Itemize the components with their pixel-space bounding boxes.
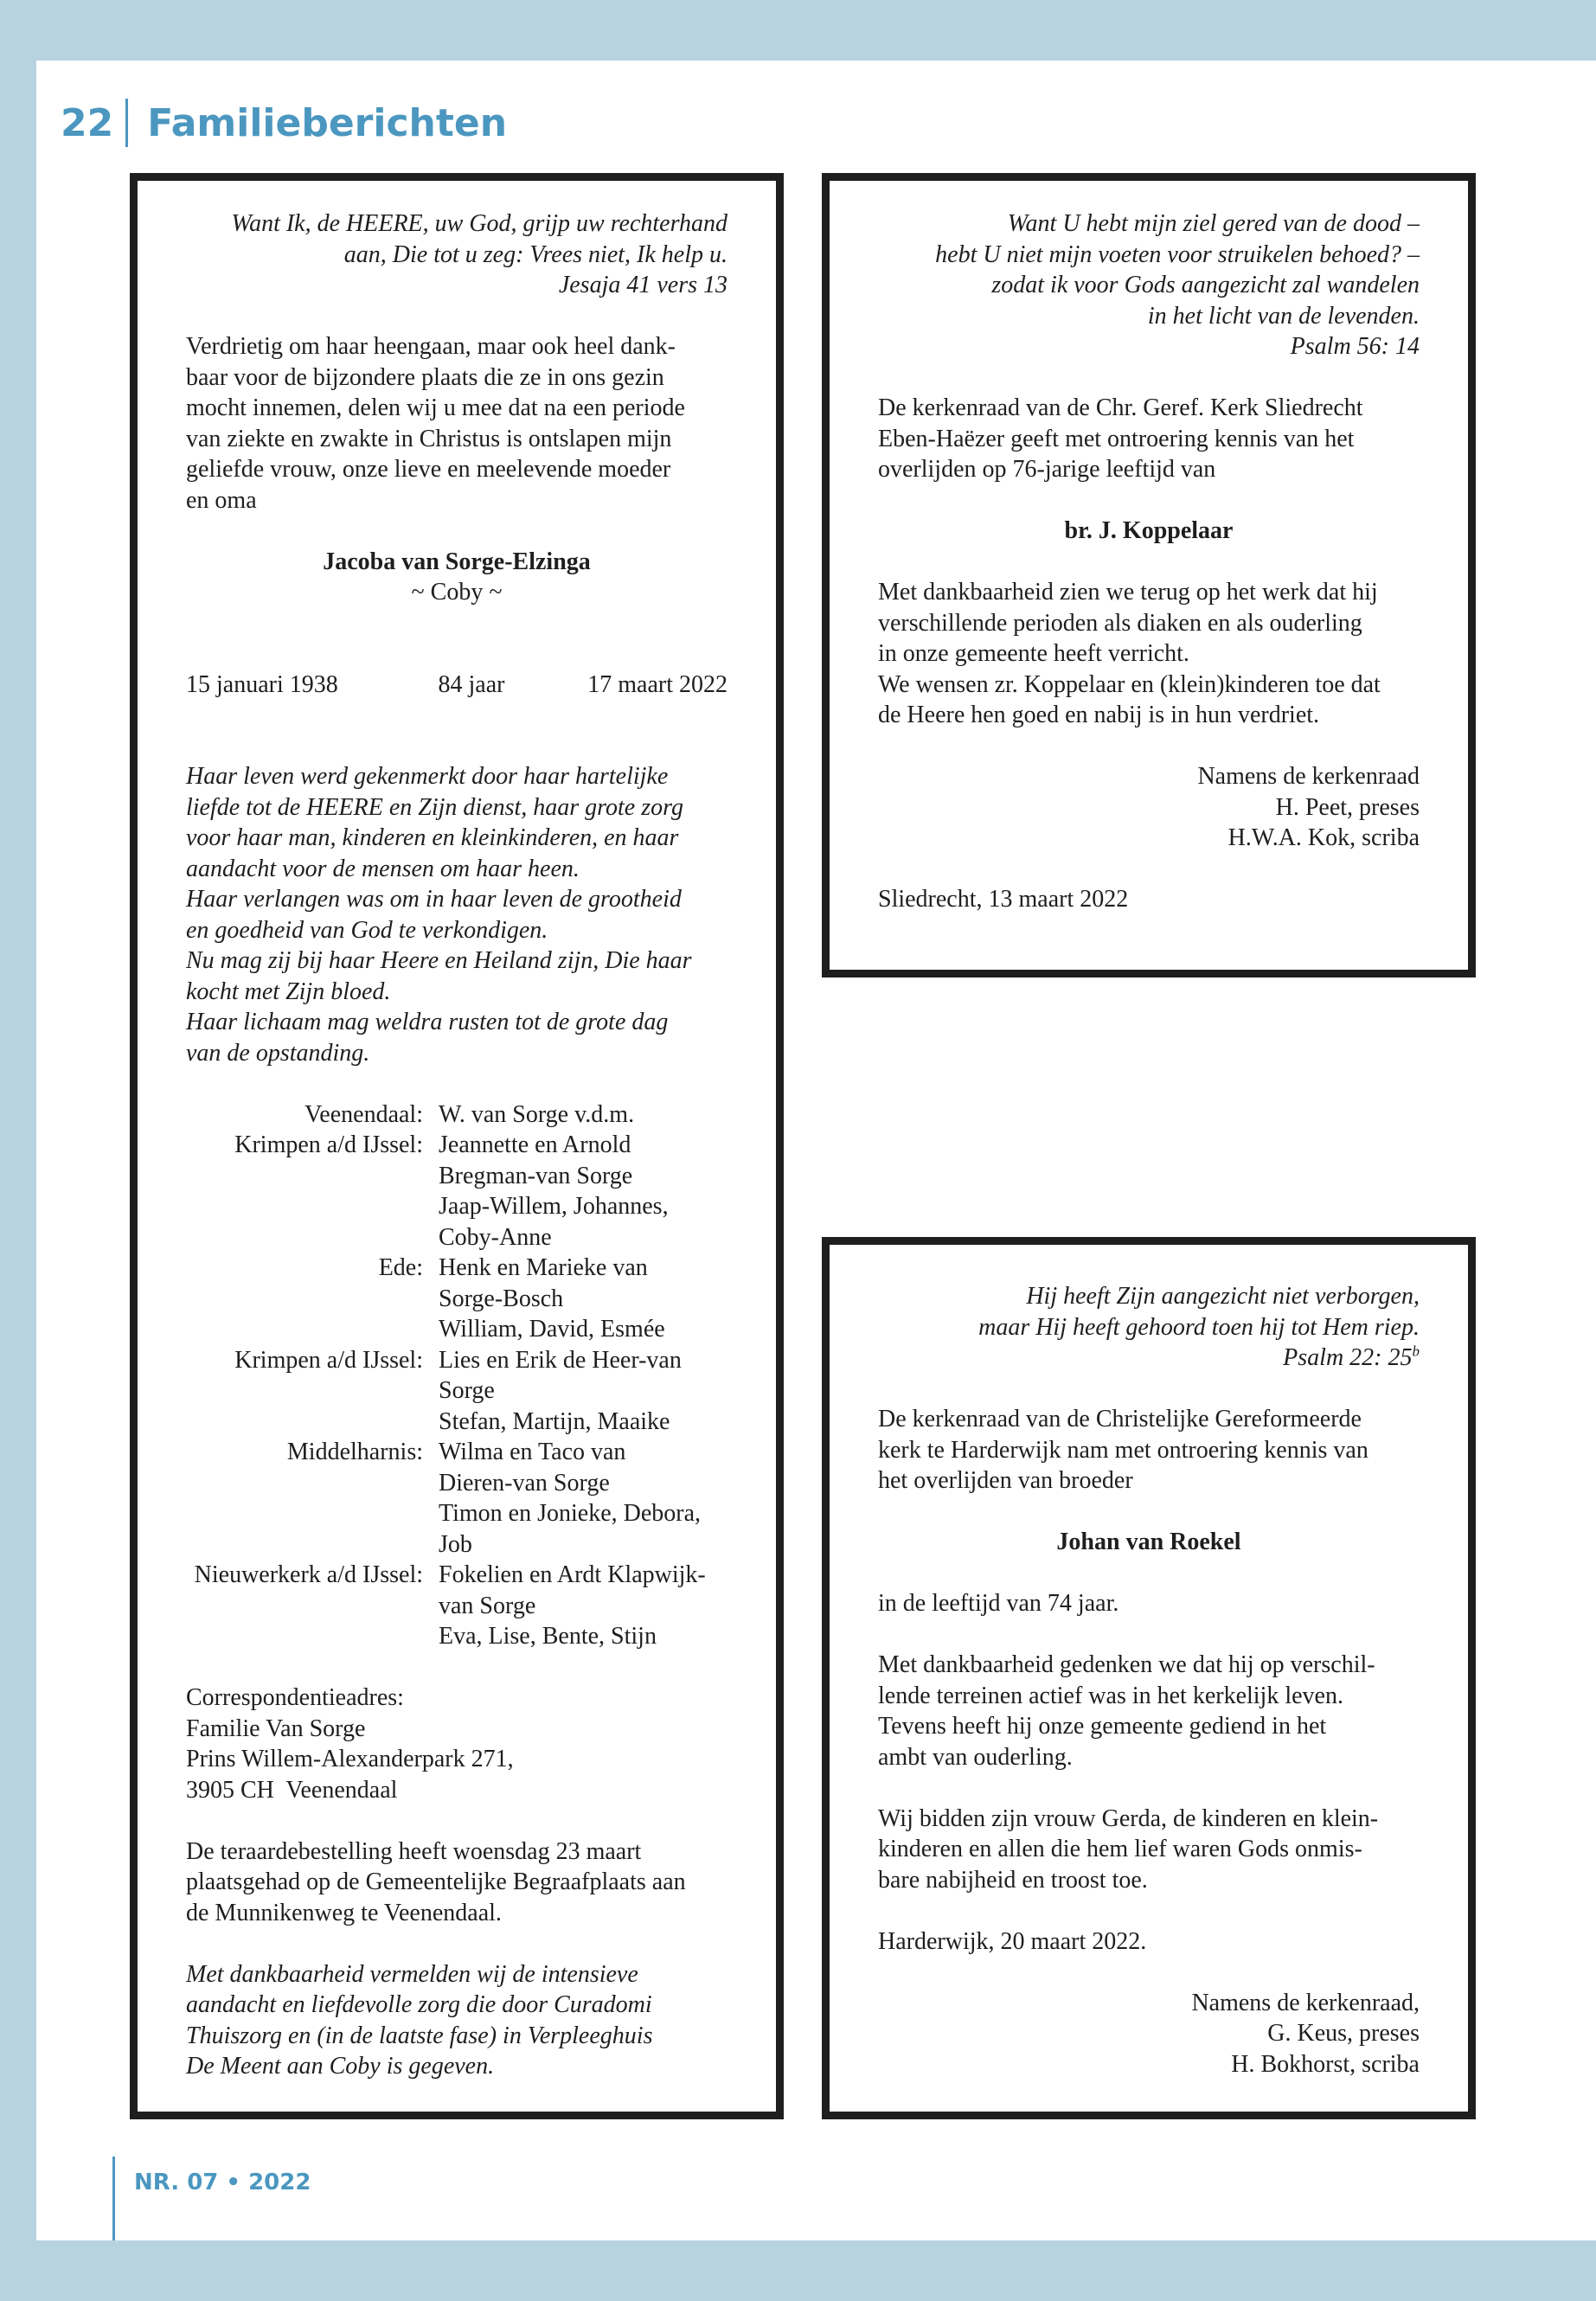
- family-entry: [186, 1099, 727, 1131]
- obituary-koppelaar: [822, 173, 1476, 977]
- text-line: in onze gemeente heeft verricht.: [878, 640, 1189, 667]
- text-line: Thuiszorg en (in de laatste fase) in Verpleeghuis: [186, 2022, 653, 2049]
- text-line: verschillende perioden als diaken en als ouderling: [878, 609, 1362, 637]
- deceased-name: Jacoba van Sorge-Elzinga: [323, 548, 591, 575]
- issue-number: NR. 07 • 2022: [134, 2170, 311, 2195]
- signature-line: G. Keus, preses: [1267, 2020, 1420, 2047]
- announcement-text: [878, 393, 1420, 485]
- obituary-johan-van-roekel: [822, 1237, 1476, 2119]
- body-text: [878, 577, 1420, 731]
- family-names: Lies en Erik de Heer-van: [439, 1346, 682, 1374]
- text-line: plaatsgehad op de Gemeentelijke Begraafplaats aan: [186, 1868, 686, 1895]
- verse-line: Want Ik, de HEERE, uw God, grijp uw rechterhand: [231, 210, 727, 237]
- text-line: Haar lichaam mag weldra rusten tot de grote dag: [186, 1009, 669, 1035]
- life-dates: [186, 670, 727, 701]
- text-line: voor haar man, kinderen en kleinkinderen, en haar: [186, 824, 679, 851]
- thanks-text: [186, 1959, 727, 2082]
- verse-line: hebt U niet mijn voeten voor struikelen behoed? –: [935, 240, 1420, 268]
- signature-line: H. Peet, preses: [1275, 793, 1420, 821]
- family-names: Jaap-Willem, Johannes,: [439, 1193, 669, 1220]
- text-line: de Heere hen goed en nabij is in hun verdriet.: [878, 702, 1320, 728]
- verse-line: maar Hij heeft gehoord toen hij tot Hem riep.: [978, 1313, 1420, 1341]
- text-line: De teraardebestelling heeft woensdag 23 maart: [186, 1837, 642, 1865]
- page-number: 22: [61, 100, 114, 145]
- family-names: Timon en Jonieke, Debora,: [439, 1500, 702, 1527]
- family-names: Eva, Lise, Bente, Stijn: [439, 1623, 657, 1650]
- family-entry: [186, 1560, 727, 1652]
- signature: [878, 761, 1420, 854]
- family-names: Bregman-van Sorge: [439, 1162, 633, 1189]
- bible-verse: [878, 1281, 1420, 1374]
- family-place: Middelharnis:: [286, 1439, 423, 1465]
- text-line: mocht innemen, delen wij u mee dat na een periode: [186, 394, 685, 421]
- text-line: Met dankbaarheid vermelden wij de intensieve: [186, 1960, 638, 1988]
- text-line: en oma: [186, 486, 257, 514]
- family-names: W. van Sorge v.d.m.: [439, 1100, 635, 1128]
- family-place: Ede:: [378, 1254, 423, 1281]
- text-line: Wij bidden zijn vrouw Gerda, de kinderen en klein-: [878, 1804, 1379, 1832]
- text-line: Eben-Haëzer geeft met ontroering kennis van het: [878, 425, 1355, 452]
- family-names: Henk en Marieke van: [439, 1254, 648, 1281]
- verse-line: in het licht van de levenden.: [1147, 302, 1420, 330]
- family-list: [186, 1099, 727, 1652]
- family-names: Sorge: [439, 1377, 495, 1404]
- family-names: Job: [439, 1530, 472, 1558]
- family-names: Sorge-Bosch: [439, 1285, 564, 1312]
- verse-line: Hij heeft Zijn aangezicht niet verborgen,: [1026, 1283, 1420, 1310]
- text-line: aandacht voor de mensen om haar heen.: [186, 855, 580, 882]
- family-place: Krimpen a/d IJssel:: [234, 1131, 423, 1158]
- text-line: van de opstanding.: [186, 1039, 370, 1067]
- text-line: De kerkenraad van de Christelijke Gereformeerde: [878, 1406, 1362, 1433]
- text-line: kerk te Harderwijk nam met ontroering kennis van: [878, 1436, 1368, 1464]
- text-line: geliefde vrouw, onze lieve en meelevende moeder: [186, 456, 671, 483]
- death-date: 17 maart 2022: [587, 670, 727, 698]
- page-title: Familieberichten: [147, 100, 508, 145]
- text-line: de Munnikenweg te Veenendaal.: [186, 1899, 502, 1926]
- verse-line: aan, Die tot u zeg: Vrees niet, Ik help u.: [343, 240, 727, 268]
- verse-reference: [878, 1343, 1420, 1374]
- deceased-name: Johan van Roekel: [1056, 1529, 1241, 1555]
- obituary-jacoba-van-sorge: [130, 173, 784, 2119]
- verse-reference: Jesaja 41 vers 13: [558, 272, 727, 298]
- signature-line: Namens de kerkenraad,: [1191, 1989, 1420, 2016]
- family-names: van Sorge: [439, 1592, 536, 1619]
- text-line: overlijden op 76-jarige leeftijd van: [878, 456, 1216, 483]
- text-line: ambt van ouderling.: [878, 1743, 1073, 1771]
- text-line: kocht met Zijn bloed.: [186, 977, 391, 1005]
- signature-line: H. Bokhorst, scriba: [1231, 2050, 1420, 2078]
- family-entry: [186, 1253, 727, 1345]
- family-names: Coby-Anne: [439, 1223, 552, 1251]
- body-text: [878, 1650, 1420, 1772]
- family-names: Stefan, Martijn, Maaike: [439, 1407, 670, 1435]
- family-names: Fokelien en Ardt Klapwijk-: [439, 1561, 706, 1588]
- place-date: Sliedrecht, 13 maart 2022: [878, 886, 1129, 913]
- text-line: van ziekte en zwakte in Christus is ontslapen mijn: [186, 425, 672, 452]
- header-divider: [125, 99, 128, 147]
- family-place: Krimpen a/d IJssel:: [234, 1346, 423, 1374]
- text-line: Haar leven werd gekenmerkt door haar hartelijke: [186, 763, 669, 790]
- text-line: lende terreinen actief was in het kerkelijk leven.: [878, 1682, 1343, 1709]
- text-line: De kerkenraad van de Chr. Geref. Kerk Sliedrecht: [878, 394, 1363, 421]
- announcement-text: [186, 331, 727, 516]
- bible-verse: [186, 208, 727, 301]
- verse-reference-superscript: b: [1412, 1343, 1420, 1360]
- place-date: Harderwijk, 20 maart 2022.: [878, 1927, 1147, 1955]
- text-line: baar voor de bijzondere plaats die ze in ons gezin: [186, 363, 664, 391]
- text-line: Verdrietig om haar heengaan, maar ook heel dank-: [186, 333, 676, 360]
- text-line: aandacht en liefdevolle zorg die door Curadomi: [186, 1991, 652, 2018]
- address-line: Correspondentieadres:: [186, 1684, 404, 1711]
- address-line: Familie Van Sorge: [186, 1715, 366, 1742]
- family-names: Wilma en Taco van: [439, 1439, 626, 1465]
- family-names: Jeannette en Arnold: [439, 1131, 631, 1158]
- age: 84 jaar: [438, 670, 505, 698]
- bible-verse: [878, 208, 1420, 362]
- text-line: bare nabijheid en troost toe.: [878, 1866, 1148, 1894]
- text-line: het overlijden van broeder: [878, 1467, 1133, 1494]
- page-header: [61, 97, 507, 149]
- text-line: We wensen zr. Koppelaar en (klein)kinderen toe dat: [878, 670, 1381, 698]
- age-line: in de leeftijd van 74 jaar.: [878, 1590, 1119, 1617]
- tribute-text: [186, 761, 727, 1068]
- footer-divider: [112, 2157, 115, 2240]
- signature-line: H.W.A. Kok, scriba: [1227, 824, 1420, 851]
- text-line: Nu mag zij bij haar Heere en Heiland zijn, Die haar: [186, 947, 692, 974]
- text-line: De Meent aan Coby is gegeven.: [186, 2053, 495, 2080]
- text-line: Haar verlangen was om in haar leven de grootheid: [186, 886, 682, 913]
- birth-date: 15 januari 1938: [186, 670, 338, 698]
- signature-line: Namens de kerkenraad: [1197, 763, 1420, 790]
- correspondence-address: [186, 1682, 727, 1805]
- verse-reference: Psalm 56: 14: [1290, 333, 1420, 360]
- family-entry: [186, 1130, 727, 1253]
- family-names: Dieren-van Sorge: [439, 1469, 610, 1497]
- family-entry: [186, 1437, 727, 1560]
- address-line: 3905 CH Veenendaal: [186, 1776, 398, 1804]
- deceased-name: br. J. Koppelaar: [1064, 517, 1234, 544]
- text-line: Met dankbaarheid gedenken we dat hij op verschil-: [878, 1651, 1375, 1678]
- text-line: en goedheid van God te verkondigen.: [186, 916, 548, 944]
- verse-line: zodat ik voor Gods aangezicht zal wandelen: [991, 272, 1420, 298]
- signature: [878, 1988, 1420, 2080]
- verse-reference-text: Psalm 22: 25: [1283, 1344, 1413, 1371]
- address-line: Prins Willem-Alexanderpark 271,: [186, 1746, 514, 1772]
- announcement-text: [878, 1404, 1420, 1497]
- text-line: liefde tot de HEERE en Zijn dienst, haar grote zorg: [186, 793, 683, 821]
- verse-line: Want U hebt mijn ziel gered van de dood –: [1007, 210, 1420, 237]
- text-line: Met dankbaarheid zien we terug op het werk dat hij: [878, 579, 1378, 606]
- family-place: Veenendaal:: [304, 1100, 423, 1128]
- deceased-nickname: ~ Coby ~: [411, 579, 503, 606]
- text-line: Tevens heeft hij onze gemeente gediend in het: [878, 1713, 1327, 1740]
- family-place: Nieuwerkerk a/d IJssel:: [194, 1561, 423, 1588]
- prayer-text: [878, 1804, 1420, 1896]
- family-entry: [186, 1345, 727, 1438]
- text-line: kinderen en allen die hem lief waren Gods onmis-: [878, 1836, 1362, 1862]
- funeral-text: [186, 1836, 727, 1929]
- family-names: William, David, Esmée: [439, 1316, 665, 1343]
